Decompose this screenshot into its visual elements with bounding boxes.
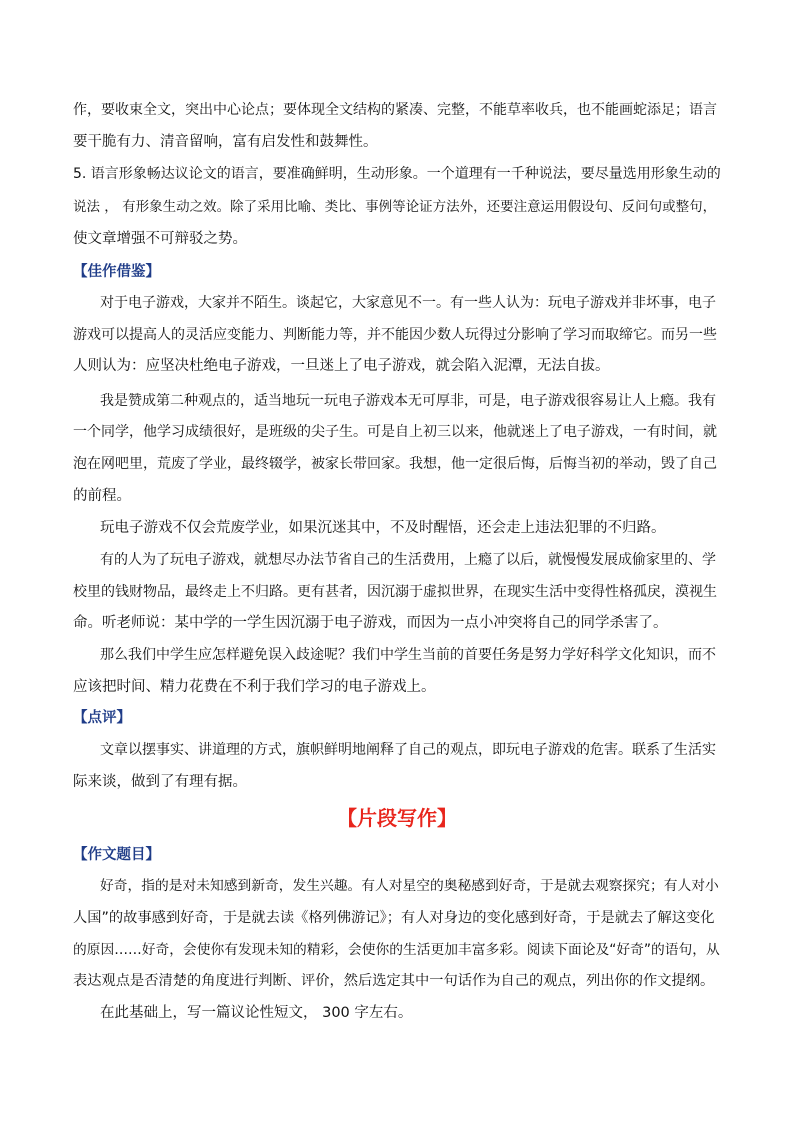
- text-line: 5. 语言形象畅达议论文的语言，要准确鲜明，生动形象。一个道理有一千种说法，要尽量选用形象生动的: [73, 166, 721, 182]
- topic-line: 表达观点是否清楚的角度进行判断、评价，然后选定其中一句话作为自己的观点，列出你的作文提纲。: [73, 973, 715, 989]
- comment-line: 文章以摆事实、讲道理的方式，旗帜鲜明地阐释了自己的观点，即玩电子游戏的危害。联系了生活实: [100, 742, 716, 758]
- topic-line: 的原因……好奇，会使你有发现未知的精彩，会使你的生活更加丰富多彩。阅读下面论及“好奇”的语句，从: [73, 942, 720, 958]
- text-line: 要干脆有力、清音留响，富有启发性和鼓舞性。: [73, 134, 378, 150]
- paragraph-line: 的前程。: [73, 488, 131, 504]
- paragraph-line: 玩电子游戏不仅会荒废学业，如果沉迷其中，不及时醒悟，还会走上违法犯罪的不归路。: [100, 520, 666, 536]
- paragraph-line: 那么我们中学生应怎样避免误入歧途呢？我们中学生当前的首要任务是努力学好科学文化知识，而不: [100, 647, 716, 663]
- comment-label: 【点评】: [73, 710, 131, 726]
- text-line: 使文章增强不可辩驳之势。: [73, 231, 247, 247]
- text-line: 说法 ， 有形象生动之效。除了采用比喻、类比、事例等论证方法外，还要注意运用假设句、反问句或整句，: [73, 199, 717, 215]
- paragraph-line: 校里的钱财物品，最终走上不归路。更有甚者，因沉溺于虚拟世界，在现实生活中变得性格孤戾，漠视生: [73, 584, 717, 600]
- paragraph-line: 有的人为了玩电子游戏，就想尽办法节省自己的生活费用，上瘾了以后，就慢慢发展成偷家里的、学: [100, 552, 716, 568]
- paragraph-line: 泡在网吧里，荒废了学业，最终辍学，被家长带回家。我想，他一定很后悔，后悔当初的举动，毁了自己: [73, 456, 717, 472]
- paragraph-line: 一个同学，他学习成绩很好，是班级的尖子生。可是自上初三以来，他就迷上了电子游戏，一有时间，就: [73, 424, 717, 440]
- paragraph-line: 我是赞成第二种观点的，适当地玩一玩电子游戏本无可厚非，可是，电子游戏很容易让人上瘾。我有: [100, 393, 716, 409]
- section-title: 【片段写作】: [337, 806, 457, 830]
- topic-line: 人国”的故事感到好奇，于是就去读《格列佛游记》；有人对身边的变化感到好奇，于是就去了解这变化: [73, 910, 715, 926]
- topic-line: 好奇，指的是对未知感到新奇，发生兴趣。有人对星空的奥秘感到好奇，于是就去观察探究；有人对小: [100, 878, 719, 894]
- paragraph-line: 人则认为：应坚决杜绝电子游戏，一旦迷上了电子游戏，就会陷入泥潭，无法自拔。: [73, 358, 610, 374]
- topic-label: 【作文题目】: [73, 847, 160, 863]
- paragraph-line: 命。听老师说：某中学的一学生因沉溺于电子游戏，而因为一点小冲突将自己的同学杀害了。: [73, 615, 668, 631]
- example-label: 【佳作借鉴】: [73, 264, 160, 280]
- comment-line: 际来谈，做到了有理有据。: [73, 774, 247, 790]
- paragraph-line: 应该把时间、精力花费在不利于我们学习的电子游戏上。: [73, 679, 436, 695]
- paragraph-line: 对于电子游戏，大家并不陌生。谈起它，大家意见不一。有一些人认为：玩电子游戏并非坏事，电子: [100, 295, 716, 311]
- topic-line: 在此基础上，写一篇议论性短文， 300 字左右。: [100, 1005, 413, 1021]
- paragraph-line: 游戏可以提高人的灵活应变能力、判断能力等，并不能因少数人玩得过分影响了学习而取缔它。而另一些: [73, 327, 717, 343]
- text-line: 作，要收束全文，突出中心论点；要体现全文结构的紧凑、完整，不能草率收兵，也不能画蛇添足；语言: [73, 102, 717, 118]
